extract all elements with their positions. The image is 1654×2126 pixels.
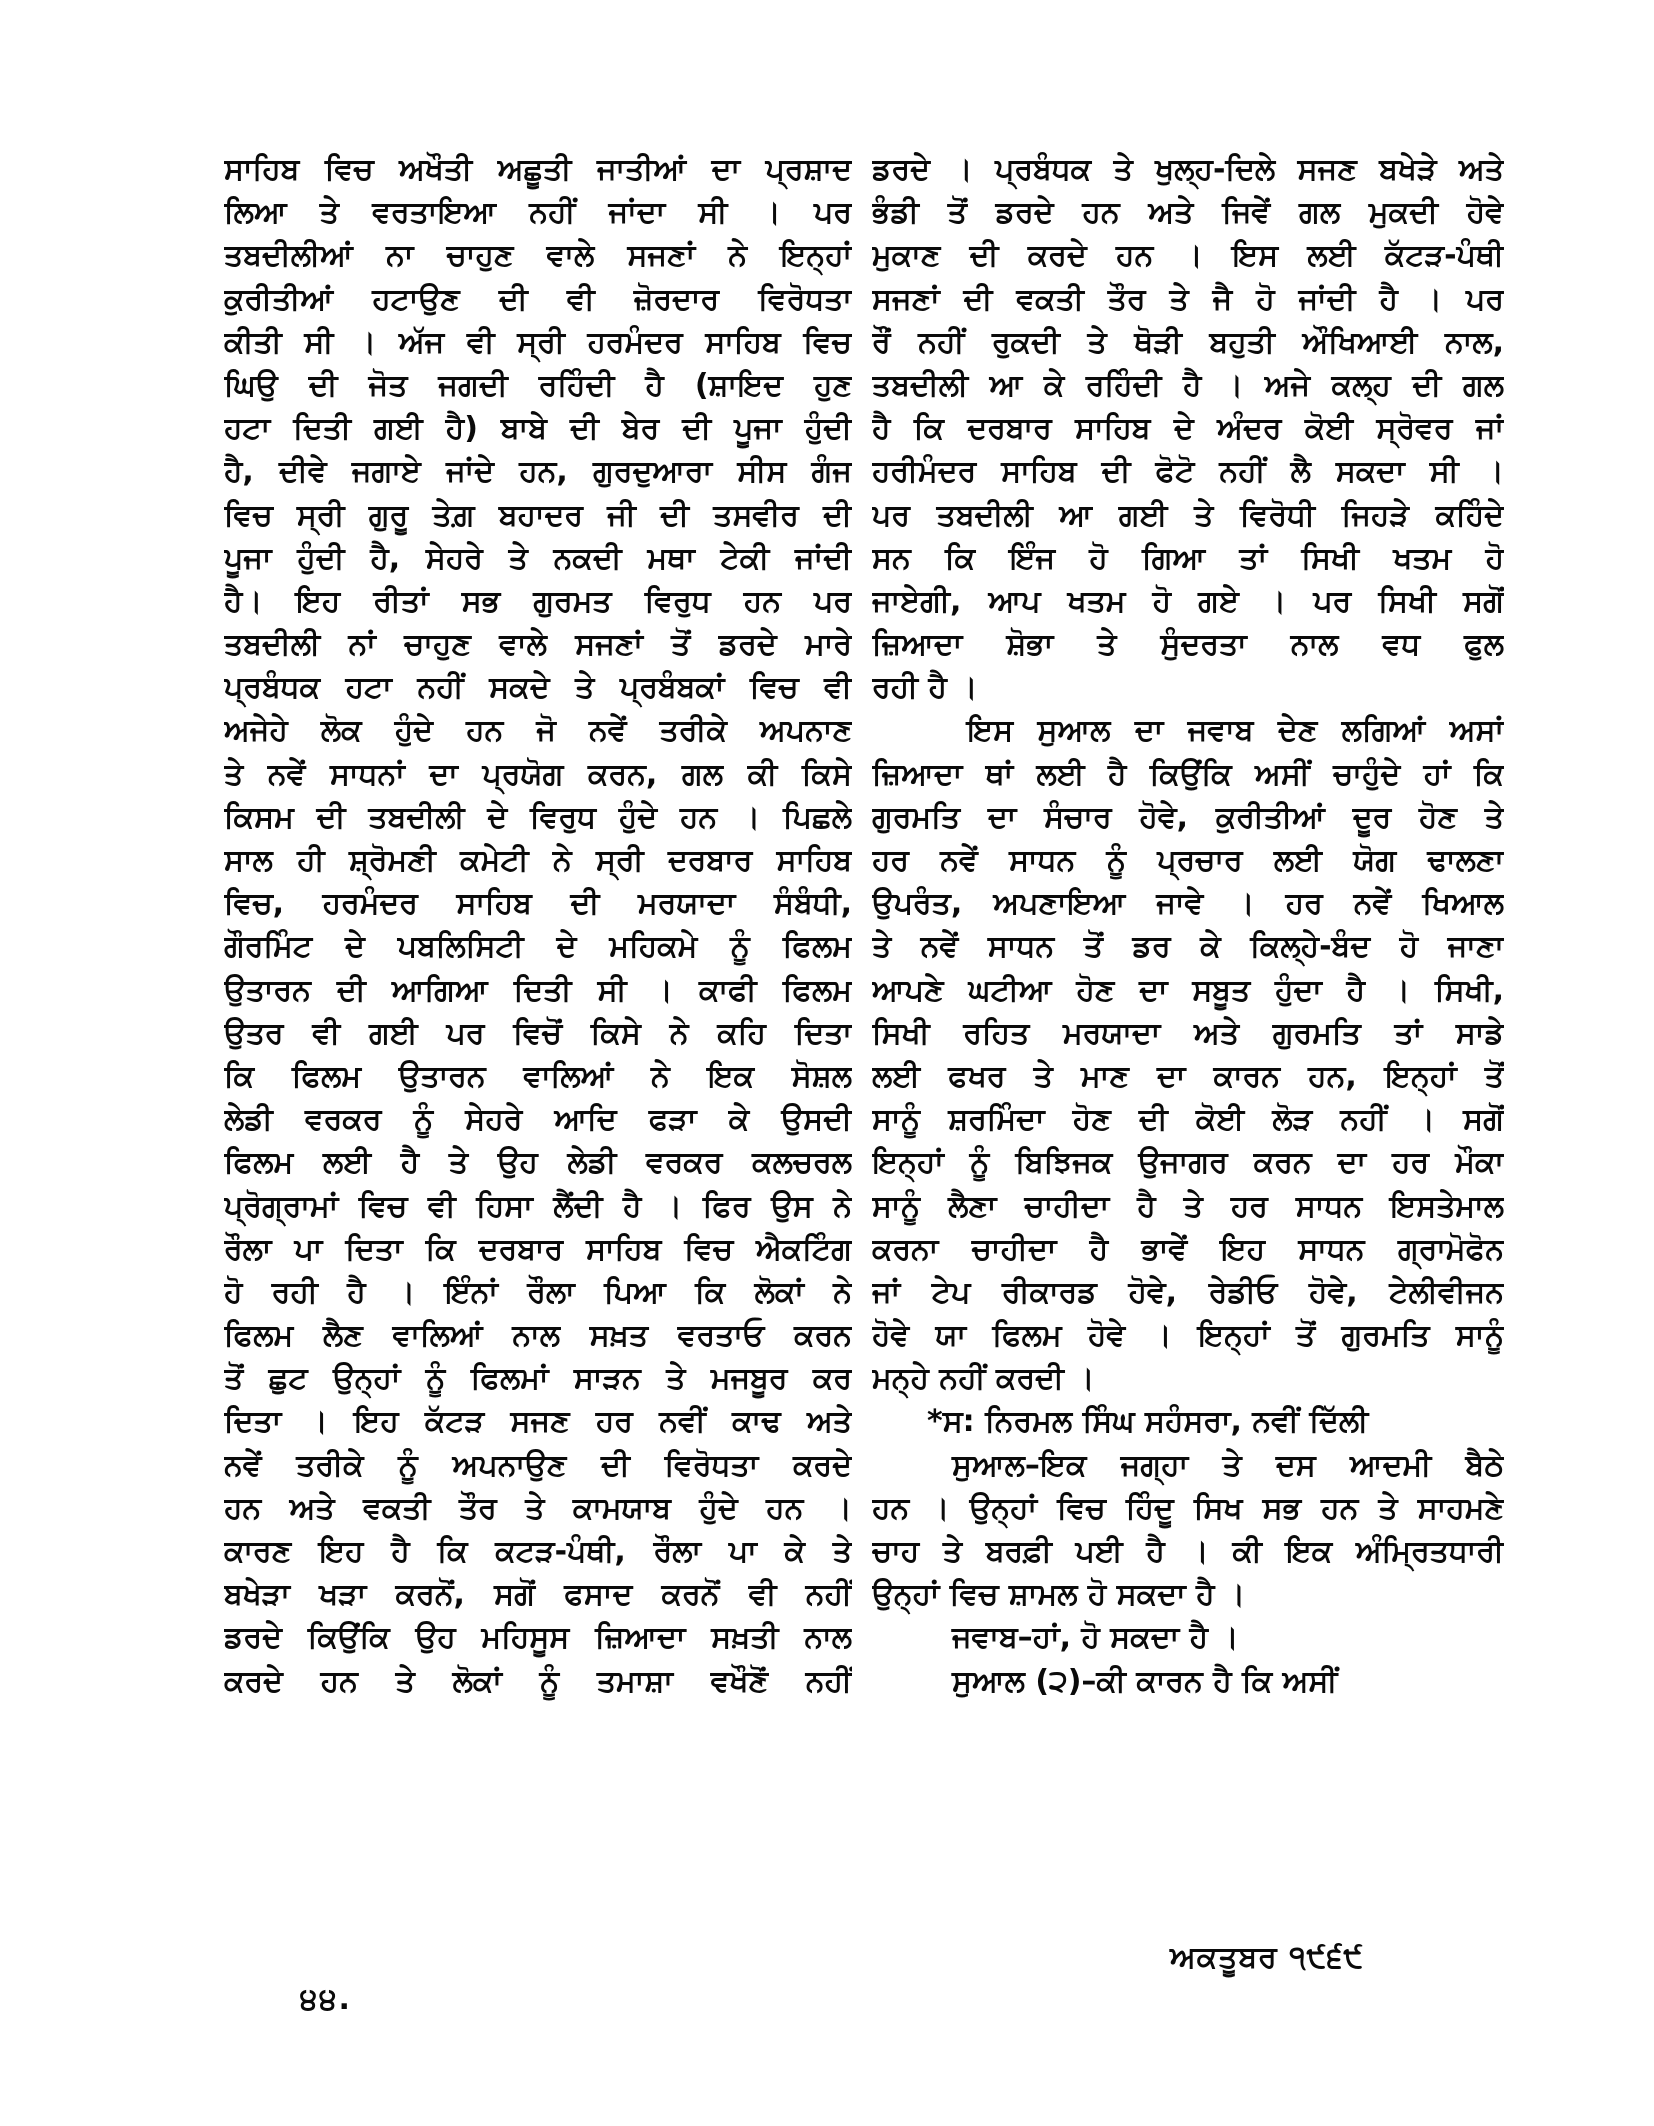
text-line: ਸਾਲ ਹੀ ਸ਼੍ਰੋਮਣੀ ਕਮੇਟੀ ਨੇ ਸ੍ਰੀ ਦਰਬਾਰ ਸਾਹਿਬ: [224, 843, 852, 878]
text-line: ਫਿਲਮ ਲੈਣ ਵਾਲਿਆਂ ਨਾਲ ਸਖ਼ਤ ਵਰਤਾਓ ਕਰਨ: [224, 1318, 852, 1354]
text-line: ਸਨ ਕਿ ਇੰਜ ਹੋ ਗਿਆ ਤਾਂ ਸਿਖੀ ਖਤਮ ਹੋ: [872, 540, 1504, 576]
text-line: ਜਾਂ ਟੇਪ ਰੀਕਾਰਡ ਹੋਵੇ, ਰੇਡੀਓ ਹੋਵੇ, ਟੇਲੀਵੀਜਨ: [872, 1274, 1504, 1310]
text-line: ਕਿਸਮ ਦੀ ਤਬਦੀਲੀ ਦੇ ਵਿਰੁਧ ਹੁੰਦੇ ਹਨ । ਪਿਛਲੇ: [224, 799, 852, 835]
text-line: ਹੈ। ਇਹ ਰੀਤਾਂ ਸਭ ਗੁਰਮਤ ਵਿਰੁਧ ਹਨ ਪਰ: [224, 583, 852, 619]
text-line: ਚਾਹ ਤੇ ਬਰਫ਼ੀ ਪਈ ਹੈ । ਕੀ ਇਕ ਅੰਮ੍ਰਿਤਧਾਰੀ: [872, 1534, 1504, 1569]
right-column: [872, 148, 1504, 1703]
text-line: ਤਬਦੀਲੀ ਨਾਂ ਚਾਹੁਣ ਵਾਲੇ ਸਜਣਾਂ ਤੋਂ ਡਰਦੇ ਮਾਰੇ: [224, 627, 852, 663]
text-line: ਹਰੀਮੰਦਰ ਸਾਹਿਬ ਦੀ ਫੋਟੋ ਨਹੀਂ ਲੈ ਸਕਦਾ ਸੀ ।: [872, 454, 1504, 490]
paragraph-end-line: ਰਹੀ ਹੈ ।: [872, 670, 978, 706]
issue-date: ਅਕਤੂਬਰ ੧੯੬੯: [1170, 1940, 1365, 1975]
text-line: ਪ੍ਰੋਗ੍ਰਾਮਾਂ ਵਿਚ ਵੀ ਹਿਸਾ ਲੈਂਦੀ ਹੈ । ਫਿਰ ਉਸ ਨੇ: [224, 1188, 852, 1224]
text-line: ਗੁਰਮਤਿ ਦਾ ਸੰਚਾਰ ਹੋਵੇ, ਕੁਰੀਤੀਆਂ ਦੂਰ ਹੋਣ ਤੇ: [872, 799, 1504, 835]
text-line: ਕੁਰੀਤੀਆਂ ਹਟਾਉਣ ਦੀ ਵੀ ਜ਼ੋਰਦਾਰ ਵਿਰੋਧਤਾ: [224, 281, 852, 317]
text-line: ਜ਼ਿਆਦਾ ਸ਼ੋਭਾ ਤੇ ਸੁੰਦਰਤਾ ਨਾਲ ਵਧ ਫੁਲ: [872, 627, 1504, 663]
text-line: ਸਿਖੀ ਰਹਿਤ ਮਰਯਾਦਾ ਅਤੇ ਗੁਰਮਤਿ ਤਾਂ ਸਾਡੇ: [872, 1015, 1504, 1051]
question-one-end-line: ਉਨ੍ਹਾਂ ਵਿਚ ਸ਼ਾਮਲ ਹੋ ਸਕਦਾ ਹੈ ।: [872, 1577, 1246, 1613]
text-line: ਹੈ ਕਿ ਦਰਬਾਰ ਸਾਹਿਬ ਦੇ ਅੰਦਰ ਕੋਈ ਸ੍ਰੋਵਰ ਜਾਂ: [872, 411, 1504, 447]
text-line: ਡਰਦੇ ਕਿਉਂਕਿ ਉਹ ਮਹਿਸੂਸ ਜ਼ਿਆਦਾ ਸਖ਼ਤੀ ਨਾਲ: [224, 1620, 852, 1656]
text-line: ਮੁਕਾਣ ਦੀ ਕਰਦੇ ਹਨ । ਇਸ ਲਈ ਕੱਟੜ-ਪੰਥੀ: [872, 238, 1504, 274]
text-line: ਤੇ ਨਵੇਂ ਸਾਧਨਾਂ ਦਾ ਪ੍ਰਯੋਗ ਕਰਨ, ਗਲ ਕੀ ਕਿਸੇ: [224, 756, 852, 792]
text-line: ਪੂਜਾ ਹੁੰਦੀ ਹੈ, ਸੇਹਰੇ ਤੇ ਨਕਦੀ ਮਥਾ ਟੇਕੀ ਜਾਂਦੀ: [224, 540, 852, 576]
text-line: ਹੋਵੇ ਯਾ ਫਿਲਮ ਹੋਵੇ । ਇਨ੍ਹਾਂ ਤੋਂ ਗੁਰਮਤਿ ਸਾਨੂੰ: [872, 1318, 1504, 1354]
text-line: ਕੀਤੀ ਸੀ । ਅੱਜ ਵੀ ਸ੍ਰੀ ਹਰਮੰਦਰ ਸਾਹਿਬ ਵਿਚ: [224, 324, 852, 360]
text-line: ਫਿਲਮ ਲਈ ਹੈ ਤੇ ਉਹ ਲੇਡੀ ਵਰਕਰ ਕਲਚਰਲ: [224, 1145, 852, 1181]
text-line: ਲੇਡੀ ਵਰਕਰ ਨੂੰ ਸੇਹਰੇ ਆਦਿ ਫੜਾ ਕੇ ਉਸਦੀ: [224, 1102, 852, 1138]
text-line: ਕਿ ਫਿਲਮ ਉਤਾਰਨ ਵਾਲਿਆਂ ਨੇ ਇਕ ਸੋਸ਼ਲ: [224, 1058, 852, 1094]
text-line: ਲਈ ਫਖਰ ਤੇ ਮਾਣ ਦਾ ਕਾਰਨ ਹਨ, ਇਨ੍ਹਾਂ ਤੋਂ: [872, 1058, 1504, 1094]
answer-one: ਜਵਾਬ–ਹਾਂ, ਹੋ ਸਕਦਾ ਹੈ ।: [952, 1620, 1239, 1656]
text-line: ਤੇ ਨਵੇਂ ਸਾਧਨ ਤੋਂ ਡਰ ਕੇ ਕਿਲ੍ਹੇ-ਬੰਦ ਹੋ ਜਾਣਾ: [872, 929, 1504, 965]
text-line: ਰੌਲਾ ਪਾ ਦਿਤਾ ਕਿ ਦਰਬਾਰ ਸਾਹਿਬ ਵਿਚ ਐਕਟਿੰਗ: [224, 1231, 852, 1267]
text-line: ਕਾਰਣ ਇਹ ਹੈ ਕਿ ਕਟੜ-ਪੰਥੀ, ਰੌਲਾ ਪਾ ਕੇ ਤੇ: [224, 1534, 852, 1569]
text-line: ਇਨ੍ਹਾਂ ਨੂੰ ਬਿਝਿਜਕ ਉਜਾਗਰ ਕਰਨ ਦਾ ਹਰ ਮੌਕਾ: [872, 1145, 1504, 1181]
text-line: ਸਾਹਿਬ ਵਿਚ ਅਖੌਤੀ ਅਛੂਤੀ ਜਾਤੀਆਂ ਦਾ ਪ੍ਰਸ਼ਾਦ: [224, 152, 852, 187]
text-line: ਉਤਰ ਵੀ ਗਈ ਪਰ ਵਿਚੋਂ ਕਿਸੇ ਨੇ ਕਹਿ ਦਿਤਾ: [224, 1015, 852, 1051]
text-line: ਕਰਦੇ ਹਨ ਤੇ ਲੋਕਾਂ ਨੂੰ ਤਮਾਸ਼ਾ ਵਖੌਣੋਂ ਨਹੀਂ: [224, 1663, 852, 1699]
text-line: ਰੌਂ ਨਹੀਂ ਰੁਕਦੀ ਤੇ ਥੋੜੀ ਬਹੁਤੀ ਔਖਿਆਈ ਨਾਲ,: [872, 324, 1504, 360]
page-number: ੪੪.: [300, 1982, 352, 2017]
text-line: ਪਰ ਤਬਦੀਲੀ ਆ ਗਈ ਤੇ ਵਿਰੋਧੀ ਜਿਹੜੇ ਕਹਿੰਦੇ: [872, 497, 1504, 533]
text-line: ਭੰਡੀ ਤੋਂ ਡਰਦੇ ਹਨ ਅਤੇ ਜਿਵੇਂ ਗਲ ਮੁਕਦੀ ਹੋਵੇ: [872, 195, 1504, 231]
question-two: ਸੁਆਲ (੨)–ਕੀ ਕਾਰਨ ਹੈ ਕਿ ਅਸੀਂ: [952, 1663, 1338, 1699]
text-line: ਜ਼ਿਆਦਾ ਥਾਂ ਲਈ ਹੈ ਕਿਉਂਕਿ ਅਸੀਂ ਚਾਹੁੰਦੇ ਹਾਂ ਕਿ: [872, 756, 1504, 792]
text-line: ਵਿਚ, ਹਰਮੰਦਰ ਸਾਹਿਬ ਦੀ ਮਰਯਾਦਾ ਸੰਬੰਧੀ,: [224, 886, 852, 922]
text-line: ਹਨ । ਉਨ੍ਹਾਂ ਵਿਚ ਹਿੰਦੂ ਸਿਖ ਸਭ ਹਨ ਤੇ ਸਾਹਮਣੇ: [872, 1490, 1504, 1526]
text-line: ਅਜੇਹੇ ਲੋਕ ਹੁੰਦੇ ਹਨ ਜੋ ਨਵੇਂ ਤਰੀਕੇ ਅਪਨਾਣ: [224, 713, 852, 749]
text-line: ਸਜਣਾਂ ਦੀ ਵਕਤੀ ਤੌਰ ਤੇ ਜੈ ਹੋ ਜਾਂਦੀ ਹੈ । ਪਰ: [872, 281, 1504, 317]
author-signature: *ਸ: ਨਿਰਮਲ ਸਿੰਘ ਸਹੰਸਰਾ, ਨਵੀਂ ਦਿੱਲੀ: [927, 1404, 1369, 1440]
question-one: [872, 1444, 1504, 1574]
text-line: ਤਬਦੀਲੀਆਂ ਨਾ ਚਾਹੁਣ ਵਾਲੇ ਸਜਣਾਂ ਨੇ ਇਨ੍ਹਾਂ: [224, 238, 852, 274]
left-column: [224, 148, 852, 1703]
text-line: ਜਾਏਗੀ, ਆਪ ਖਤਮ ਹੋ ਗਏ । ਪਰ ਸਿਖੀ ਸਗੋਂ: [872, 583, 1504, 619]
text-line: ਗੌਰਮਿੰਟ ਦੇ ਪਬਲਿਸਿਟੀ ਦੇ ਮਹਿਕਮੇ ਨੂੰ ਫਿਲਮ: [224, 929, 852, 965]
text-line: ਉਤਾਰਨ ਦੀ ਆਗਿਆ ਦਿਤੀ ਸੀ । ਕਾਫੀ ਫਿਲਮ: [224, 972, 852, 1008]
text-line: ਹਟਾ ਦਿਤੀ ਗਈ ਹੈ) ਬਾਬੇ ਦੀ ਬੇਰ ਦੀ ਪੂਜਾ ਹੁੰਦੀ: [224, 411, 852, 447]
text-line: ਹੈ, ਦੀਵੇ ਜਗਾਏ ਜਾਂਦੇ ਹਨ, ਗੁਰਦੁਆਰਾ ਸੀਸ ਗੰਜ: [224, 454, 852, 490]
text-line: ਤਬਦੀਲੀ ਆ ਕੇ ਰਹਿੰਦੀ ਹੈ । ਅਜੇ ਕਲ੍ਹ ਦੀ ਗਲ: [872, 367, 1504, 403]
text-line: ਦਿਤਾ । ਇਹ ਕੱਟੜ ਸਜਣ ਹਰ ਨਵੀਂ ਕਾਢ ਅਤੇ: [224, 1404, 852, 1440]
text-line: ਹਰ ਨਵੇਂ ਸਾਧਨ ਨੂੰ ਪ੍ਰਚਾਰ ਲਈ ਯੋਗ ਢਾਲਣਾ: [872, 843, 1504, 878]
paragraph-dissent: [872, 148, 1504, 666]
text-line: ਵਿਚ ਸ੍ਰੀ ਗੁਰੂ ਤੇਗ਼ ਬਹਾਦਰ ਜੀ ਦੀ ਤਸਵੀਰ ਦੀ: [224, 497, 852, 533]
text-line: ਨਵੇਂ ਤਰੀਕੇ ਨੂੰ ਅਪਨਾਉਣ ਦੀ ਵਿਰੋਧਤਾ ਕਰਦੇ: [224, 1447, 852, 1483]
text-line: ਹੋ ਰਹੀ ਹੈ । ਇੰਨਾਂ ਰੌਲਾ ਪਿਆ ਕਿ ਲੋਕਾਂ ਨੇ: [224, 1274, 852, 1310]
text-line: ਲਿਆ ਤੇ ਵਰਤਾਇਆ ਨਹੀਂ ਜਾਂਦਾ ਸੀ । ਪਰ: [224, 195, 852, 231]
text-line: ਘਿਉ ਦੀ ਜੋਤ ਜਗਦੀ ਰਹਿੰਦੀ ਹੈ (ਸ਼ਾਇਦ ਹੁਣ: [224, 367, 852, 403]
text-line: ਸੁਆਲ–ਇਕ ਜਗ੍ਹਾ ਤੇ ਦਸ ਆਦਮੀ ਬੈਠੇ: [952, 1447, 1504, 1483]
text-line: ਉਪਰੰਤ, ਅਪਣਾਇਆ ਜਾਵੇ । ਹਰ ਨਵੇਂ ਖਿਆਲ: [872, 886, 1504, 922]
text-line: ਪ੍ਰਬੰਧਕ ਹਟਾ ਨਹੀਂ ਸਕਦੇ ਤੇ ਪ੍ਰਬੰਬਕਾਂ ਵਿਚ ਵੀ: [224, 670, 852, 706]
text-line: ਬਖੇੜਾ ਖੜਾ ਕਰਨੋਂ, ਸਗੋਂ ਫਸਾਦ ਕਰਨੋਂ ਵੀ ਨਹੀਂ: [224, 1577, 852, 1613]
text-line: ਸਾਨੂੰ ਸ਼ਰਮਿੰਦਾ ਹੋਣ ਦੀ ਕੋਈ ਲੋੜ ਨਹੀਂ । ਸਗੋਂ: [872, 1102, 1504, 1138]
paragraph-end-line: ਮਨ੍ਹੇ ਨਹੀਂ ਕਰਦੀ ।: [872, 1361, 1095, 1397]
text-line: ਆਪਣੇ ਘਟੀਆ ਹੋਣ ਦਾ ਸਬੂਤ ਹੁੰਦਾ ਹੈ । ਸਿਖੀ,: [872, 972, 1504, 1008]
text-line: ਇਸ ਸੁਆਲ ਦਾ ਜਵਾਬ ਦੇਣ ਲਗਿਆਂ ਅਸਾਂ: [967, 713, 1504, 749]
text-line: ਸਾਨੂੰ ਲੈਣਾ ਚਾਹੀਦਾ ਹੈ ਤੇ ਹਰ ਸਾਧਨ ਇਸਤੇਮਾਲ: [872, 1188, 1504, 1224]
text-line: ਕਰਨਾ ਚਾਹੀਦਾ ਹੈ ਭਾਵੇਂ ਇਹ ਸਾਧਨ ਗ੍ਰਾਮੋਫੋਨ: [872, 1231, 1504, 1267]
text-line: ਤੋਂ ਛੁਟ ਉਨ੍ਹਾਂ ਨੂੰ ਫਿਲਮਾਂ ਸਾੜਨ ਤੇ ਮਜਬੂਰ ਕਰ: [224, 1361, 852, 1397]
text-line: ਡਰਦੇ । ਪ੍ਰਬੰਧਕ ਤੇ ਖੁਲ੍ਹ-ਦਿਲੇ ਸਜਣ ਬਖੇੜੇ ਅਤੇ: [872, 152, 1504, 187]
text-line: ਹਨ ਅਤੇ ਵਕਤੀ ਤੌਰ ਤੇ ਕਾਮਯਾਬ ਹੁੰਦੇ ਹਨ ।: [224, 1490, 852, 1526]
paragraph-answer: [872, 709, 1504, 1357]
